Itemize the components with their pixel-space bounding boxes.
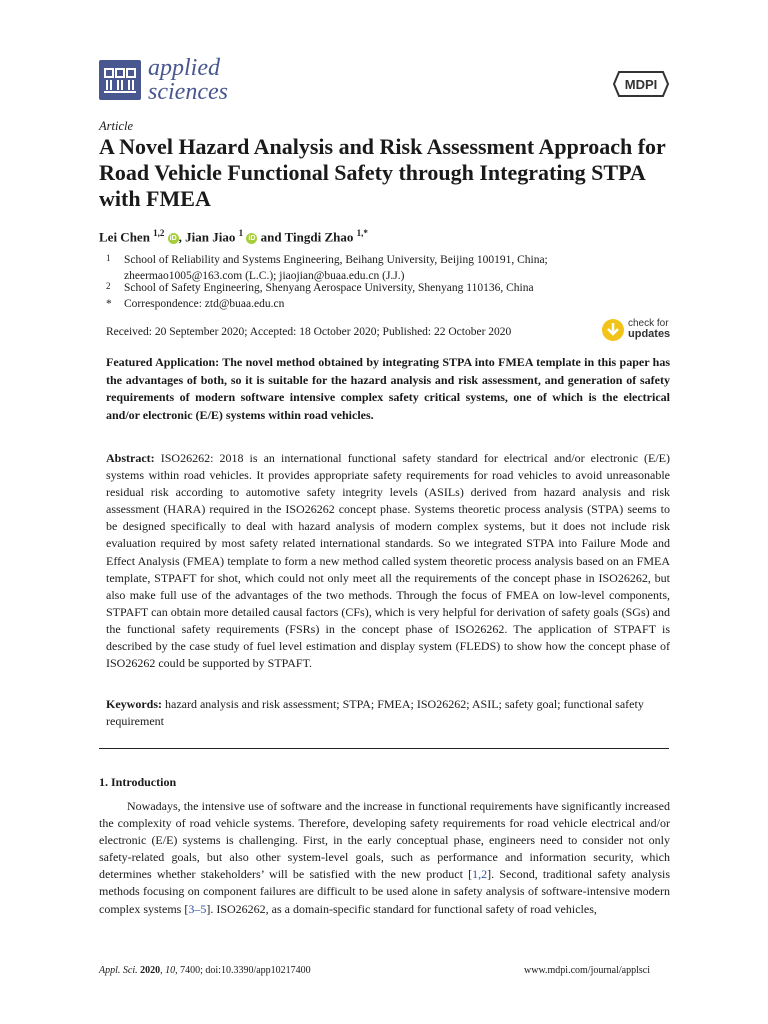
affiliation-line: School of Reliability and Systems Engineering, Beihang University, Beijing 100191, China; [124, 254, 548, 266]
orcid-icon[interactable]: iD [248, 235, 256, 243]
featured-application: Featured Application: The novel method obtained by integrating STPA into FMEA template in this paper has the advantages of both, so it is suitable for the hazard analysis and risk assessment, and generation of safety requirements of modern software intensive complex safety critical systems, one of which is the electrical and/or electronic (E/E) systems within road vehicles. [106, 355, 670, 422]
correspondence-mark: * [106, 298, 112, 310]
orcid-icon[interactable]: iD [169, 235, 177, 243]
divider [99, 748, 669, 749]
intro-text: ]. ISO26262, as a domain-specific standard for functional safety of road vehicles, [206, 901, 597, 916]
keywords-text: hazard analysis and risk assessment; STPA; FMEA; ISO26262; ASIL; safety goal; functional safety requirement [106, 697, 644, 728]
author-list: Lei Chen $^{1,2}$ iD , Jian Jiao $^1$ iD and Tingdi Zhao $^{1,*}$ [99, 228, 368, 245]
author-name: Tingdi Zhao [284, 229, 354, 245]
keywords-label: Keywords: [106, 697, 162, 711]
intro-text: Nowadays, the intensive use of software and the increase in functional requirements have significantly increased the complexity of road vehicle systems. Therefore, developing safety requirements for road vehicle electrical and/or electronic (E/E) systems is challenging. First, in the early conceptual phase, engineers need to consider not only safety-related goals, but also other system-level goals, such as performance and information security, which determines whether stakeholders’ will be satisfied with the new product [ [99, 799, 670, 882]
paper-title: A Novel Hazard Analysis and Risk Assessment Approach for Road Vehicle Functional Safety through Integrating STPA with FMEA [99, 134, 666, 211]
author-name: Jian Jiao [185, 229, 236, 245]
footer-volume: 10 [165, 965, 176, 976]
journal-name-line2: sciences [148, 79, 228, 105]
check-for-updates-line1: check for [628, 318, 669, 329]
affiliation-2: School of Safety Engineering, Shenyang Aerospace University, Shenyang 110136, China [124, 282, 534, 294]
journal-logo-icon [99, 60, 141, 100]
author-affiliation-mark: 1 [238, 228, 244, 238]
check-for-updates-line2: updates [628, 328, 671, 340]
abstract-label: Abstract: [106, 451, 155, 465]
affiliation-mark: 2 [106, 281, 111, 291]
citation-link[interactable]: 3–5 [188, 901, 207, 916]
publisher-name: MDPI [624, 77, 658, 92]
publication-dates: Received: 20 September 2020; Accepted: 18 October 2020; Published: 22 October 2020 [106, 326, 512, 338]
correspondence: Correspondence: ztd@buaa.edu.cn [124, 298, 285, 310]
journal-name [148, 56, 228, 104]
introduction-paragraph [99, 798, 670, 918]
check-for-updates-link[interactable] [628, 318, 670, 340]
author-affiliation-mark: 1,* [356, 228, 368, 238]
footer-url[interactable]: www.mdpi.com/journal/applsci [524, 965, 650, 976]
author-name: Lei Chen [99, 229, 150, 245]
author-affiliation-mark: 1,2 [153, 228, 165, 238]
footer-year: 2020 [140, 965, 161, 976]
footer-citation: Appl. Sci. 2020, 10, 7400; doi:10.3390/app10217400 [99, 965, 311, 976]
footer-journal: Appl. Sci. [99, 965, 138, 976]
abstract [106, 450, 670, 672]
affiliation-emails: zheermao1005@163.com (L.C.); jiaojian@buaa.edu.cn (J.J.) [124, 270, 405, 282]
mdpi-logo-icon [613, 70, 669, 98]
affiliation-mark: 1 [106, 253, 111, 263]
article-type: Article [99, 119, 134, 133]
keywords [106, 696, 670, 730]
citation-link[interactable]: 1,2 [472, 867, 488, 882]
journal-name-line1: applied [148, 55, 220, 81]
author-conjunction: and [260, 229, 282, 245]
section-heading: 1. Introduction [99, 775, 177, 789]
intro-text: ]. Second, traditional safety analysis methods focusing on component failures are difficult to be used alone in safety analysis of software-intensive modern complex systems [ [99, 867, 670, 916]
abstract-text: ISO26262: 2018 is an international functional safety standard for electrical and/or electronic (E/E) systems within road vehicles. It provides appropriate safety requirements for road vehicles to avoid unreasonable residual risk according to automotive safety integrity levels (ASILs) derived from hazard analysis and risk assessment (HARA) required in the ISO26262 concept phase. Systems theoretic process analysis (STPA) seems to be designed specifically to deal with hazard analysis of modern complex systems, but it does not include risk evaluation required by most safety related international standards. So we integrated STPA into Failure Mode and Effect Analysis (FMEA) template to form a new method called system theoretic process analysis based on an FMEA template, STPAFT for shot, which could not only meet all the requirements of the concept phase in ISO26262, but also make full use of the advantages of the two methods. Through the focus of FMEA on low-level components, STPAFT can obtain more detailed causal factors (CFs), which is very helpful for derivation of safety goals (SGs) and the functional safety requirements (FSRs) in the concept phase of ISO26262. The application of STPAFT is described by the case study of fuel level estimation and display system (FLEDS) to show how the concept phase of ISO26262 could be supported by STPAFT. [106, 451, 671, 671]
check-for-updates-icon[interactable] [601, 317, 625, 348]
footer-doi: , 7400; doi:10.3390/app10217400 [175, 965, 311, 976]
